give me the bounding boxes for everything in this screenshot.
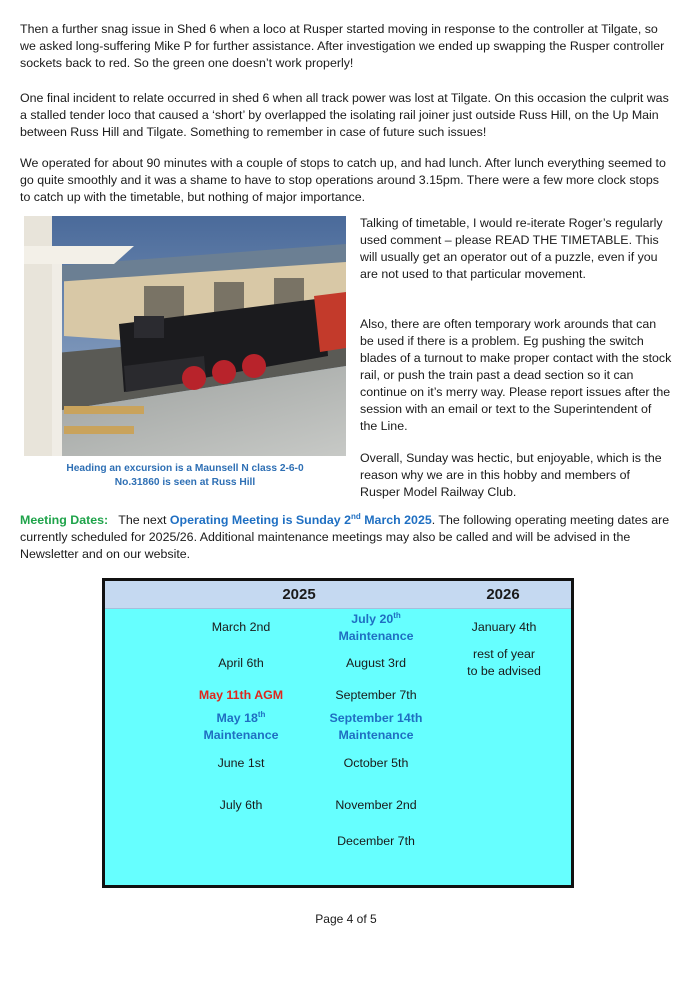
photo-caption <box>24 462 346 490</box>
date-august: August 3rd <box>346 656 406 670</box>
train-photo <box>24 216 346 456</box>
rest-of-year: rest of year <box>473 647 535 661</box>
date-sept14: September 14th <box>329 711 423 725</box>
caption-line-2: No.31860 is seen at Russ Hill <box>114 477 256 488</box>
sept14-maintenance: Maintenance <box>338 728 414 742</box>
meeting-schedule-table <box>102 578 574 888</box>
meeting-dates-label: Meeting Dates: <box>20 513 109 527</box>
next-meeting-pre: Operating Meeting is Sunday 2 <box>169 513 351 527</box>
july20-date: July 20 <box>351 612 394 626</box>
paragraph-controller-snag: Then a further snag issue in Shed 6 when a loco at Rusper started moving in response to the controller at Tilgate, so we asked long-suffering Mike P for further assistance. After investigation we ended up swapping the Rusper controller sockets back to red. So the green one doesn’t work properly! <box>20 22 665 70</box>
next-meeting-post: March 2025 <box>364 513 432 527</box>
paragraph-track-power: One final incident to relate occurred in shed 6 when all track power was lost at Tilgate. On this occasion the culprit was a stalled tender loco that caused a ‘short’ by overlapped the isolating rail joiner just outside Russ Hill, on the Up Main between Russ Hill and Tilgate. Something to remember in case of future such issues! <box>20 91 669 139</box>
date-december: December 7th <box>337 834 415 848</box>
schedule-header <box>105 581 571 609</box>
header-2026: 2026 <box>486 586 520 603</box>
may18-date: May 18 <box>216 711 258 725</box>
date-november: November 2nd <box>335 798 417 812</box>
meeting-dates-paragraph <box>20 512 672 563</box>
date-june: June 1st <box>217 756 265 770</box>
paragraph-timetable: Talking of timetable, I would re-iterate Roger’s regularly used comment – please READ THE TIMETABLE. This will usually get an operator out of a puzzle, even if you are not used to that particular movement. <box>360 216 663 281</box>
paragraph-workarounds: Also, there are often temporary work arounds that can be used if there is a problem. Eg pushing the switch blades of a turnout to make proper contact with the stock rail, or push the train past a dead section so it can continue on it’s merry way. Please report issues after the session with an email or text to the Superintendent of the Line. <box>360 317 672 433</box>
date-january: January 4th <box>471 620 537 634</box>
caption-line-1: Heading an excursion is a Maunsell N class 2-6-0 <box>66 463 304 474</box>
page-number: Page 4 of 5 <box>315 912 377 926</box>
date-october: October 5th <box>343 756 409 770</box>
meeting-intro: The next <box>118 513 167 527</box>
to-be-advised: to be advised <box>467 664 541 678</box>
date-july: July 6th <box>219 798 263 812</box>
date-april: April 6th <box>218 656 264 670</box>
meeting-rest: . The following operating meeting dates are currently scheduled for 2025/26. Additional maintenance meetings may also be called and will be advised in the Newsletter and on our website. <box>20 513 670 561</box>
next-meeting-highlight <box>170 513 432 527</box>
july20-maintenance: Maintenance <box>338 629 414 643</box>
date-september: September 7th <box>335 688 417 702</box>
may18-sup: th <box>257 709 266 719</box>
date-agm: May 11th AGM <box>198 688 284 702</box>
header-2025: 2025 <box>282 586 316 603</box>
july20-sup: th <box>393 610 401 620</box>
date-march: March 2nd <box>211 620 271 634</box>
may18-maintenance: Maintenance <box>203 728 279 742</box>
paragraph-summary: Overall, Sunday was hectic, but enjoyable, which is the reason why we are in this hobby and members of Rusper Model Railway Club. <box>360 451 662 499</box>
paragraph-operations: We operated for about 90 minutes with a couple of stops to catch up, and had lunch. After lunch everything seemed to go quite smoothly and it was a shame to have to stop operations around 3.15pm. There were a few more clock stops to catch up with the timetable, but nothing of major importance. <box>20 156 666 204</box>
next-meeting-sup: nd <box>351 511 361 521</box>
